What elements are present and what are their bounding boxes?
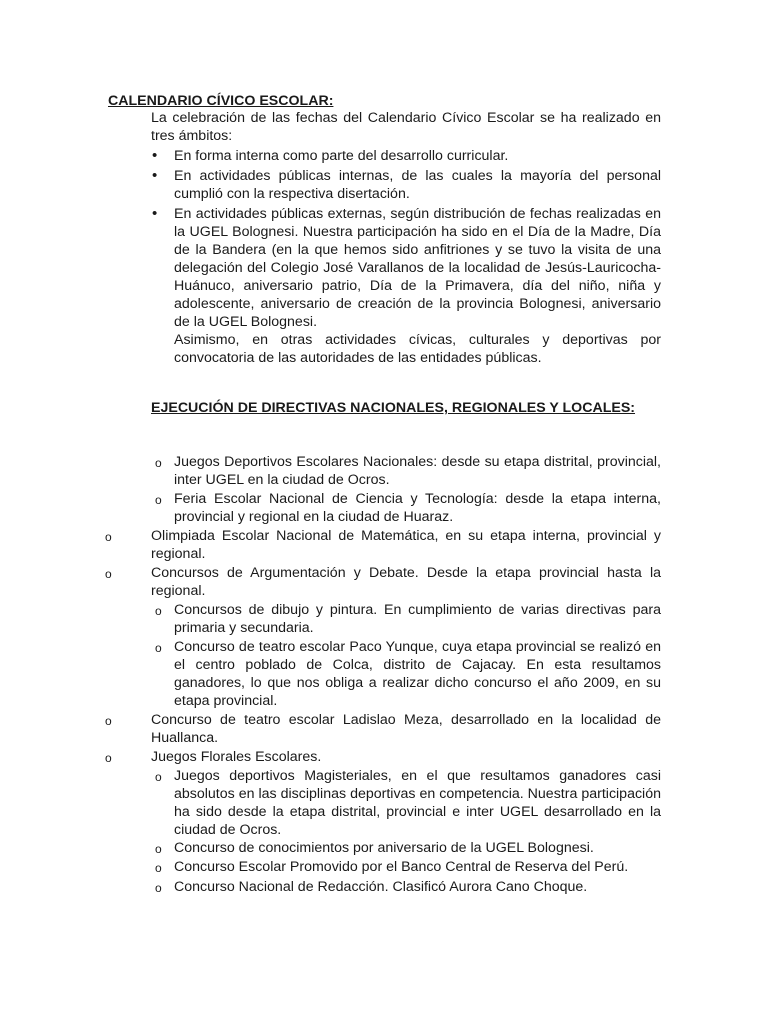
intro-paragraph: La celebración de las fechas del Calendario Cívico Escolar se ha realizado en tres ámbitos: xyxy=(151,110,661,144)
closing-paragraph: Asimismo, en otras actividades cívicas, culturales y deportivas por convocatoria de las autoridades de las entidades públicas. xyxy=(174,332,661,366)
section-title-calendario: CALENDARIO CÍVICO ESCOLAR: xyxy=(108,93,334,109)
bullet-item: En actividades públicas externas, según distribución de fechas realizadas en la UGEL Bolognesi. Nuestra participación ha sido en el Día de la Madre, Día de la Bandera (en la que hemos sido anfitriones y se tuvo la visita de una delegación del Colegio José Varallanos de la localidad de Jesús-Lauricocha-Huánuco, aniversario patrio, Día de la Primavera, día del niño, niña y adolescente, aniversario de creación de la provincia Bolognesi, aniversario de la UGEL Bolognesi. xyxy=(174,206,661,330)
list-item: Concursos de Argumentación y Debate. Desde la etapa provincial hasta la regional. xyxy=(151,565,661,599)
list-item: Concurso de teatro escolar Ladislao Meza, desarrollado en la localidad de Huallanca. xyxy=(151,712,661,746)
circle-bullet-icon: o xyxy=(155,861,162,875)
circle-bullet-icon: o xyxy=(155,842,162,856)
bullet-icon: • xyxy=(152,147,158,164)
circle-bullet-icon: o xyxy=(155,881,162,895)
list-item: Olimpiada Escolar Nacional de Matemática, en su etapa interna, provincial y regional. xyxy=(151,528,661,562)
circle-bullet-icon: o xyxy=(105,567,112,581)
list-item: Feria Escolar Nacional de Ciencia y Tecnología: desde la etapa interna, provincial y regional en la ciudad de Huaraz. xyxy=(174,491,661,525)
list-item: Juegos Florales Escolares. xyxy=(151,749,322,765)
bullet-item: En actividades públicas internas, de las cuales la mayoría del personal cumplió con la respectiva disertación. xyxy=(174,168,661,202)
circle-bullet-icon: o xyxy=(155,456,162,470)
list-item: Concurso Escolar Promovido por el Banco Central de Reserva del Perú. xyxy=(174,859,629,875)
circle-bullet-icon: o xyxy=(105,751,112,765)
circle-bullet-icon: o xyxy=(155,641,162,655)
list-item: Concurso de conocimientos por aniversario de la UGEL Bolognesi. xyxy=(174,840,594,856)
bullet-icon: • xyxy=(152,167,158,184)
list-item: Juegos Deportivos Escolares Nacionales: desde su etapa distrital, provincial, inter UGEL en la ciudad de Ocros. xyxy=(174,454,661,488)
bullet-item: En forma interna como parte del desarrollo curricular. xyxy=(174,148,509,164)
circle-bullet-icon: o xyxy=(155,493,162,507)
circle-bullet-icon: o xyxy=(105,714,112,728)
list-item: Juegos deportivos Magisteriales, en el que resultamos ganadores casi absolutos en las disciplinas deportivas en competencia. Nuestra participación ha sido desde la etapa distrital, provincial e inter UGEL desarrollado en la ciudad de Ocros. xyxy=(174,768,661,838)
bullet-icon: • xyxy=(152,205,158,222)
list-item: Concurso de teatro escolar Paco Yunque, cuya etapa provincial se realizó en el centro poblado de Colca, distrito de Cajacay. En esta resultamos ganadores, lo que nos obliga a realizar dicho concurso el año 2009, en su etapa provincial. xyxy=(174,639,661,709)
circle-bullet-icon: o xyxy=(155,770,162,784)
circle-bullet-icon: o xyxy=(105,530,112,544)
section-title-directivas: EJECUCIÓN DE DIRECTIVAS NACIONALES, REGIONALES Y LOCALES: xyxy=(151,400,636,416)
circle-bullet-icon: o xyxy=(155,604,162,618)
list-item: Concurso Nacional de Redacción. Clasificó Aurora Cano Choque. xyxy=(174,879,588,895)
list-item: Concursos de dibujo y pintura. En cumplimiento de varias directivas para primaria y secundaria. xyxy=(174,602,661,636)
